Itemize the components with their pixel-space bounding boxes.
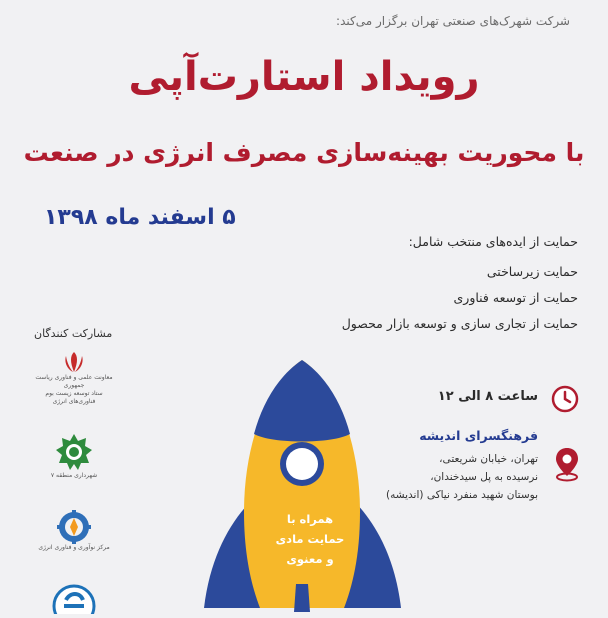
partners-heading: مشارکت کنندگان bbox=[34, 327, 113, 340]
event-subtitle: با محوریت بهینه‌سازی مصرف انرژی در صنعت bbox=[23, 138, 585, 167]
support-item: حمایت از توسعه فناوری bbox=[453, 290, 578, 305]
event-title: رویداد استارت‌آپی bbox=[128, 54, 480, 100]
venue-name: فرهنگسرای اندیشه bbox=[419, 428, 538, 443]
organizer-intro: شرکت شهرک‌های صنعتی تهران برگزار می‌کند: bbox=[336, 14, 570, 28]
partner-logo-e bbox=[52, 584, 96, 618]
rocket-text-line: همراه با bbox=[286, 512, 334, 526]
tehran-municipality-icon bbox=[54, 432, 94, 472]
event-date: ۵ اسفند ماه ۱۳۹۸ bbox=[44, 205, 236, 230]
partner-logo-energy-center bbox=[32, 510, 116, 552]
support-heading: حمایت از ایده‌های منتخب شامل: bbox=[408, 234, 578, 249]
clock-icon bbox=[550, 384, 580, 414]
e-logo-icon bbox=[52, 584, 96, 614]
rocket-text-line: حمایت مادی bbox=[275, 532, 345, 546]
rocket-window bbox=[286, 448, 318, 480]
rocket-text-line: و معنوی bbox=[286, 552, 334, 566]
iran-emblem-icon bbox=[61, 350, 87, 374]
energy-gear-icon bbox=[56, 510, 92, 544]
rocket-nose bbox=[254, 360, 350, 442]
venue-address-line: نرسیده به پل سیدخندان، bbox=[430, 471, 538, 483]
event-time: ساعت ۸ الی ۱۲ bbox=[437, 389, 538, 404]
logo-caption: معاونت علمی و فناوری ریاست جمهوری bbox=[35, 374, 113, 389]
partner-logo-vice-presidency bbox=[32, 350, 116, 406]
support-item: حمایت از تجاری سازی و توسعه بازار محصول bbox=[341, 316, 578, 331]
support-item: حمایت زیرساختی bbox=[486, 264, 578, 279]
rocket-illustration bbox=[170, 352, 435, 612]
partner-logo-municipality bbox=[32, 432, 116, 480]
location-pin-icon bbox=[553, 446, 581, 482]
logo-caption: مرکز نوآوری و فناوری انرژی bbox=[38, 544, 110, 551]
logo-caption: شهرداری منطقه ۷ bbox=[50, 472, 98, 479]
venue-address-line: بوستان شهید منفرد نیاکی (اندیشه) bbox=[386, 489, 538, 501]
venue-address-line: تهران، خیابان شریعتی، bbox=[439, 453, 538, 465]
logo-caption: ستاد توسعه زیست بوم فناوری‌های انرژی bbox=[45, 390, 103, 405]
